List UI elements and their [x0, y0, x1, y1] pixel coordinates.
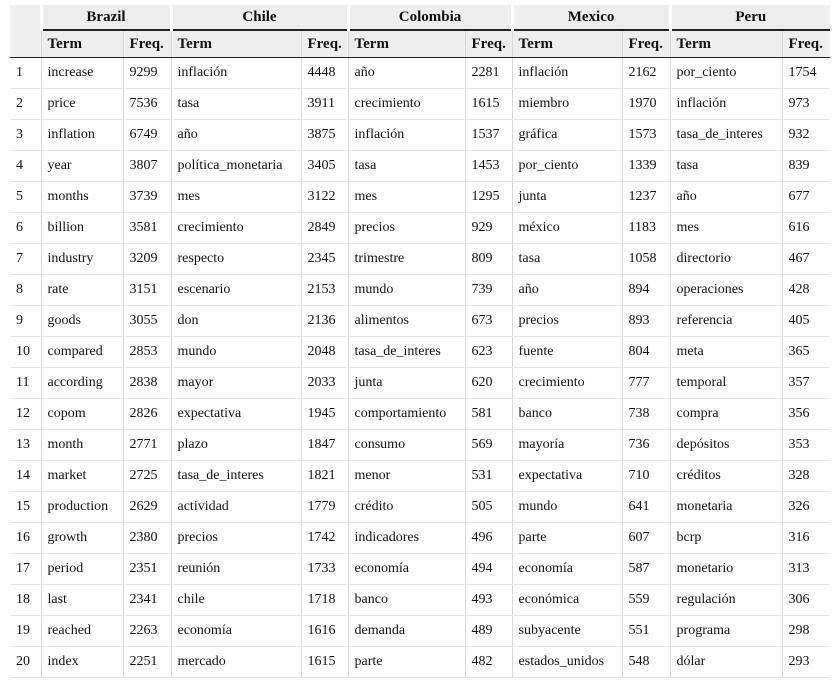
- term-cell: goods: [41, 306, 123, 337]
- freq-cell: 493: [465, 585, 512, 616]
- table-row: [10, 492, 830, 523]
- term-cell: regulación: [670, 585, 782, 616]
- term-frequency-table: [10, 5, 830, 678]
- freq-cell: 2263: [123, 616, 171, 647]
- freq-cell: 3209: [123, 244, 171, 275]
- freq-cell: 3122: [301, 182, 348, 213]
- term-column-header: Term: [670, 30, 782, 58]
- term-cell: tasa_de_interes: [171, 461, 301, 492]
- term-cell: compra: [670, 399, 782, 430]
- freq-cell: 4448: [301, 58, 348, 89]
- table-row: [10, 182, 830, 213]
- rank-cell: 9: [10, 306, 41, 337]
- term-cell: temporal: [670, 368, 782, 399]
- freq-cell: 2629: [123, 492, 171, 523]
- term-cell: compared: [41, 337, 123, 368]
- rank-cell: 8: [10, 275, 41, 306]
- freq-cell: 3807: [123, 151, 171, 182]
- freq-cell: 809: [465, 244, 512, 275]
- freq-column-header: Freq.: [622, 30, 670, 58]
- rank-cell: 18: [10, 585, 41, 616]
- freq-cell: 3405: [301, 151, 348, 182]
- freq-cell: 3581: [123, 213, 171, 244]
- freq-cell: 1718: [301, 585, 348, 616]
- term-cell: month: [41, 430, 123, 461]
- freq-cell: 1058: [622, 244, 670, 275]
- term-column-header: Term: [41, 30, 123, 58]
- table-row: [10, 213, 830, 244]
- term-cell: operaciones: [670, 275, 782, 306]
- term-cell: política_monetaria: [171, 151, 301, 182]
- freq-cell: 893: [622, 306, 670, 337]
- freq-cell: 2771: [123, 430, 171, 461]
- freq-cell: 1847: [301, 430, 348, 461]
- term-cell: last: [41, 585, 123, 616]
- term-cell: parte: [512, 523, 622, 554]
- term-cell: subyacente: [512, 616, 622, 647]
- term-cell: menor: [348, 461, 465, 492]
- table-row: [10, 151, 830, 182]
- term-cell: méxico: [512, 213, 622, 244]
- freq-cell: 313: [782, 554, 830, 585]
- freq-cell: 2826: [123, 399, 171, 430]
- freq-cell: 1615: [465, 89, 512, 120]
- freq-cell: 482: [465, 647, 512, 678]
- rank-cell: 15: [10, 492, 41, 523]
- freq-cell: 326: [782, 492, 830, 523]
- term-cell: months: [41, 182, 123, 213]
- freq-cell: 677: [782, 182, 830, 213]
- freq-cell: 2849: [301, 213, 348, 244]
- rank-cell: 20: [10, 647, 41, 678]
- freq-cell: 1779: [301, 492, 348, 523]
- freq-cell: 839: [782, 151, 830, 182]
- term-cell: production: [41, 492, 123, 523]
- freq-cell: 973: [782, 89, 830, 120]
- table-row: [10, 275, 830, 306]
- term-cell: meta: [670, 337, 782, 368]
- freq-cell: 356: [782, 399, 830, 430]
- freq-cell: 587: [622, 554, 670, 585]
- term-cell: economía: [348, 554, 465, 585]
- freq-cell: 1821: [301, 461, 348, 492]
- freq-cell: 1754: [782, 58, 830, 89]
- table-body: [10, 58, 830, 678]
- term-cell: rate: [41, 275, 123, 306]
- term-cell: monetaria: [670, 492, 782, 523]
- freq-cell: 673: [465, 306, 512, 337]
- country-header-peru: Peru: [670, 5, 830, 30]
- freq-cell: 298: [782, 616, 830, 647]
- term-cell: consumo: [348, 430, 465, 461]
- term-cell: dólar: [670, 647, 782, 678]
- rank-cell: 2: [10, 89, 41, 120]
- freq-cell: 710: [622, 461, 670, 492]
- term-column-header: Term: [512, 30, 622, 58]
- term-cell: año: [670, 182, 782, 213]
- term-cell: mayor: [171, 368, 301, 399]
- term-cell: respecto: [171, 244, 301, 275]
- term-cell: crédito: [348, 492, 465, 523]
- freq-cell: 353: [782, 430, 830, 461]
- term-cell: fuente: [512, 337, 622, 368]
- freq-cell: 1970: [622, 89, 670, 120]
- freq-cell: 548: [622, 647, 670, 678]
- term-cell: mundo: [171, 337, 301, 368]
- freq-cell: 620: [465, 368, 512, 399]
- term-cell: tasa: [512, 244, 622, 275]
- term-cell: inflation: [41, 120, 123, 151]
- term-cell: por_ciento: [512, 151, 622, 182]
- term-cell: plazo: [171, 430, 301, 461]
- term-cell: bcrp: [670, 523, 782, 554]
- freq-cell: 1733: [301, 554, 348, 585]
- rank-cell: 4: [10, 151, 41, 182]
- term-cell: por_ciento: [670, 58, 782, 89]
- rank-cell: 6: [10, 213, 41, 244]
- freq-cell: 494: [465, 554, 512, 585]
- freq-cell: 1237: [622, 182, 670, 213]
- freq-cell: 736: [622, 430, 670, 461]
- table-row: [10, 120, 830, 151]
- freq-cell: 738: [622, 399, 670, 430]
- term-cell: monetario: [670, 554, 782, 585]
- term-cell: económica: [512, 585, 622, 616]
- rank-cell: 14: [10, 461, 41, 492]
- freq-cell: 932: [782, 120, 830, 151]
- freq-cell: 616: [782, 213, 830, 244]
- table-row: [10, 647, 830, 678]
- freq-cell: 2345: [301, 244, 348, 275]
- term-cell: junta: [348, 368, 465, 399]
- freq-cell: 2136: [301, 306, 348, 337]
- term-cell: reunión: [171, 554, 301, 585]
- freq-cell: 428: [782, 275, 830, 306]
- term-cell: año: [171, 120, 301, 151]
- term-cell: banco: [512, 399, 622, 430]
- freq-cell: 6749: [123, 120, 171, 151]
- term-cell: gráfica: [512, 120, 622, 151]
- freq-cell: 929: [465, 213, 512, 244]
- freq-cell: 1616: [301, 616, 348, 647]
- term-cell: mes: [171, 182, 301, 213]
- freq-cell: 3875: [301, 120, 348, 151]
- term-cell: industry: [41, 244, 123, 275]
- term-cell: don: [171, 306, 301, 337]
- term-cell: reached: [41, 616, 123, 647]
- term-cell: precios: [348, 213, 465, 244]
- freq-cell: 551: [622, 616, 670, 647]
- term-cell: actividad: [171, 492, 301, 523]
- table-row: [10, 585, 830, 616]
- freq-cell: 3739: [123, 182, 171, 213]
- freq-cell: 3151: [123, 275, 171, 306]
- freq-column-header: Freq.: [782, 30, 830, 58]
- freq-cell: 1453: [465, 151, 512, 182]
- freq-cell: 7536: [123, 89, 171, 120]
- freq-cell: 531: [465, 461, 512, 492]
- term-cell: tasa: [670, 151, 782, 182]
- country-header-colombia: Colombia: [348, 5, 512, 30]
- term-cell: estados_unidos: [512, 647, 622, 678]
- freq-cell: 2725: [123, 461, 171, 492]
- term-cell: expectativa: [171, 399, 301, 430]
- term-cell: mayoría: [512, 430, 622, 461]
- term-cell: demanda: [348, 616, 465, 647]
- term-cell: precios: [512, 306, 622, 337]
- freq-cell: 2162: [622, 58, 670, 89]
- rank-cell: 17: [10, 554, 41, 585]
- term-cell: año: [348, 58, 465, 89]
- freq-cell: 2281: [465, 58, 512, 89]
- table-row: [10, 399, 830, 430]
- term-cell: copom: [41, 399, 123, 430]
- table-row: [10, 368, 830, 399]
- freq-cell: 357: [782, 368, 830, 399]
- term-cell: créditos: [670, 461, 782, 492]
- rank-cell: 12: [10, 399, 41, 430]
- term-cell: junta: [512, 182, 622, 213]
- term-cell: inflación: [670, 89, 782, 120]
- table-row: [10, 244, 830, 275]
- freq-cell: 2838: [123, 368, 171, 399]
- table-row: [10, 89, 830, 120]
- freq-column-header: Freq.: [301, 30, 348, 58]
- term-cell: precios: [171, 523, 301, 554]
- term-cell: increase: [41, 58, 123, 89]
- freq-cell: 2341: [123, 585, 171, 616]
- rank-cell: 19: [10, 616, 41, 647]
- freq-cell: 467: [782, 244, 830, 275]
- freq-cell: 293: [782, 647, 830, 678]
- term-cell: price: [41, 89, 123, 120]
- rank-cell: 16: [10, 523, 41, 554]
- term-cell: chile: [171, 585, 301, 616]
- freq-cell: 1537: [465, 120, 512, 151]
- column-header-row: [10, 30, 830, 58]
- freq-column-header: Freq.: [123, 30, 171, 58]
- freq-cell: 3055: [123, 306, 171, 337]
- freq-cell: 1573: [622, 120, 670, 151]
- freq-cell: 2853: [123, 337, 171, 368]
- freq-cell: 306: [782, 585, 830, 616]
- freq-cell: 405: [782, 306, 830, 337]
- freq-cell: 489: [465, 616, 512, 647]
- term-cell: period: [41, 554, 123, 585]
- freq-cell: 496: [465, 523, 512, 554]
- freq-cell: 2048: [301, 337, 348, 368]
- freq-cell: 1615: [301, 647, 348, 678]
- freq-cell: 641: [622, 492, 670, 523]
- term-cell: alimentos: [348, 306, 465, 337]
- header-corner: [10, 30, 41, 58]
- freq-cell: 2351: [123, 554, 171, 585]
- term-cell: crecimiento: [171, 213, 301, 244]
- country-header-chile: Chile: [171, 5, 348, 30]
- term-cell: mes: [670, 213, 782, 244]
- term-cell: crecimiento: [348, 89, 465, 120]
- term-cell: directorio: [670, 244, 782, 275]
- table-row: [10, 616, 830, 647]
- freq-cell: 777: [622, 368, 670, 399]
- term-cell: according: [41, 368, 123, 399]
- term-cell: inflación: [171, 58, 301, 89]
- freq-cell: 894: [622, 275, 670, 306]
- freq-cell: 505: [465, 492, 512, 523]
- rank-cell: 7: [10, 244, 41, 275]
- term-cell: banco: [348, 585, 465, 616]
- term-cell: año: [512, 275, 622, 306]
- term-cell: year: [41, 151, 123, 182]
- term-cell: parte: [348, 647, 465, 678]
- table-row: [10, 461, 830, 492]
- freq-cell: 623: [465, 337, 512, 368]
- term-cell: growth: [41, 523, 123, 554]
- freq-cell: 316: [782, 523, 830, 554]
- term-cell: economía: [512, 554, 622, 585]
- freq-cell: 739: [465, 275, 512, 306]
- term-cell: depósitos: [670, 430, 782, 461]
- term-cell: inflación: [348, 120, 465, 151]
- freq-cell: 3911: [301, 89, 348, 120]
- freq-cell: 1183: [622, 213, 670, 244]
- country-header-row: [10, 5, 830, 30]
- term-cell: miembro: [512, 89, 622, 120]
- freq-cell: 2153: [301, 275, 348, 306]
- rank-cell: 13: [10, 430, 41, 461]
- table-row: [10, 554, 830, 585]
- table-header: [10, 5, 830, 58]
- term-cell: escenario: [171, 275, 301, 306]
- freq-cell: 559: [622, 585, 670, 616]
- country-header-brazil: Brazil: [41, 5, 171, 30]
- freq-cell: 1339: [622, 151, 670, 182]
- term-cell: market: [41, 461, 123, 492]
- term-cell: tasa: [171, 89, 301, 120]
- term-cell: crecimiento: [512, 368, 622, 399]
- term-cell: referencia: [670, 306, 782, 337]
- table-row: [10, 58, 830, 89]
- term-cell: expectativa: [512, 461, 622, 492]
- header-corner: [10, 5, 41, 30]
- freq-cell: 328: [782, 461, 830, 492]
- rank-cell: 5: [10, 182, 41, 213]
- term-cell: billion: [41, 213, 123, 244]
- table-row: [10, 337, 830, 368]
- freq-cell: 804: [622, 337, 670, 368]
- table-row: [10, 430, 830, 461]
- freq-cell: 1742: [301, 523, 348, 554]
- term-column-header: Term: [171, 30, 301, 58]
- freq-cell: 569: [465, 430, 512, 461]
- term-cell: mundo: [348, 275, 465, 306]
- term-cell: index: [41, 647, 123, 678]
- rank-cell: 10: [10, 337, 41, 368]
- term-cell: inflación: [512, 58, 622, 89]
- term-cell: trimestre: [348, 244, 465, 275]
- rank-cell: 11: [10, 368, 41, 399]
- freq-cell: 581: [465, 399, 512, 430]
- freq-cell: 365: [782, 337, 830, 368]
- term-cell: mundo: [512, 492, 622, 523]
- freq-cell: 2251: [123, 647, 171, 678]
- table-row: [10, 523, 830, 554]
- rank-cell: 3: [10, 120, 41, 151]
- term-cell: comportamiento: [348, 399, 465, 430]
- term-cell: programa: [670, 616, 782, 647]
- rank-cell: 1: [10, 58, 41, 89]
- freq-cell: 607: [622, 523, 670, 554]
- term-cell: indicadores: [348, 523, 465, 554]
- term-cell: tasa_de_interes: [348, 337, 465, 368]
- freq-cell: 1295: [465, 182, 512, 213]
- term-column-header: Term: [348, 30, 465, 58]
- freq-cell: 1945: [301, 399, 348, 430]
- term-cell: economía: [171, 616, 301, 647]
- country-header-mexico: Mexico: [512, 5, 670, 30]
- freq-cell: 9299: [123, 58, 171, 89]
- table-row: [10, 306, 830, 337]
- term-cell: tasa: [348, 151, 465, 182]
- freq-column-header: Freq.: [465, 30, 512, 58]
- freq-cell: 2380: [123, 523, 171, 554]
- term-cell: mes: [348, 182, 465, 213]
- term-cell: tasa_de_interes: [670, 120, 782, 151]
- freq-cell: 2033: [301, 368, 348, 399]
- term-cell: mercado: [171, 647, 301, 678]
